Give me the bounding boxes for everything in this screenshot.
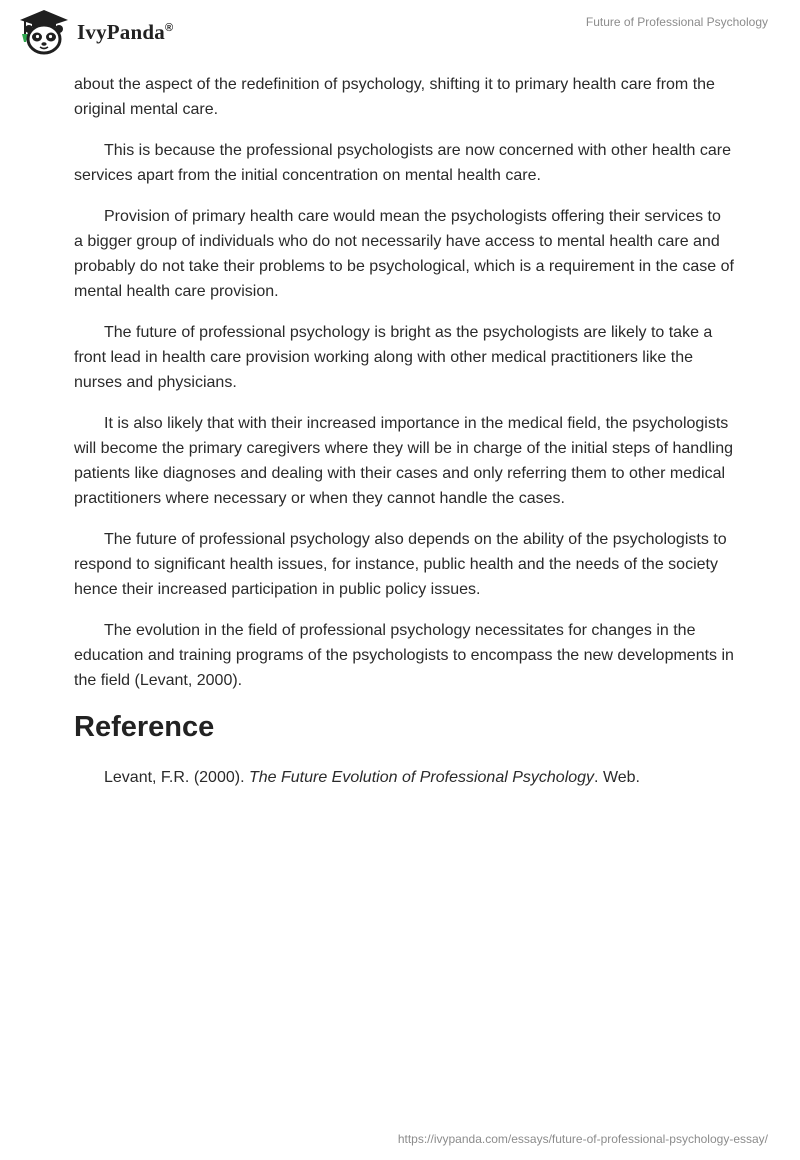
essay-body bbox=[74, 72, 734, 790]
paragraph: This is because the professional psychologists are now concerned with other health care services apart from the initial concentration on mental health care. bbox=[74, 142, 732, 184]
reference-author: Levant, F.R. (2000). bbox=[104, 769, 249, 786]
reference-entry bbox=[74, 765, 734, 790]
reference-title: The Future Evolution of Professional Psychology bbox=[248, 769, 595, 786]
paragraph: Provision of primary health care would mean the psychologists offering their services to a bigger group of individuals who do not necessarily have access to mental health care and probably do not take their problems to be psychological, which is a requirement in the case of mental health care provision. bbox=[74, 208, 734, 300]
reference-heading: Reference bbox=[74, 711, 215, 743]
page-header bbox=[0, 0, 800, 64]
document-title: Future of Professional Psychology bbox=[585, 15, 768, 29]
brand-logo[interactable] bbox=[14, 8, 173, 56]
paragraph: The evolution in the field of professional psychology necessitates for changes in the education and training programs of the psychologists to encompass the new developments in the field (Levant, 2000). bbox=[74, 622, 734, 689]
registered-mark: ® bbox=[164, 21, 174, 34]
reference-suffix: . Web. bbox=[594, 769, 640, 786]
paragraph: The future of professional psychology is bright as the psychologists are likely to take a front lead in health care provision working along with other medical practitioners like the nurses and physicians. bbox=[74, 324, 713, 391]
brand-name: IvyPanda® bbox=[77, 19, 174, 44]
source-url[interactable]: https://ivypanda.com/essays/future-of-professional-psychology-essay/ bbox=[397, 1132, 768, 1146]
paragraph: about the aspect of the redefinition of psychology, shifting it to primary health care from the original mental care. bbox=[74, 76, 715, 118]
paragraph: It is also likely that with their increased importance in the medical field, the psychologists will become the primary caregivers where they will be in charge of the initial steps of handling patients like diagnoses and dealing with their cases and only referring them to other medical practitioners where necessary or when they cannot handle the cases. bbox=[74, 415, 733, 507]
panda-graduate-icon bbox=[14, 8, 76, 56]
paragraph: The future of professional psychology also depends on the ability of the psychologists to respond to significant health issues, for instance, public health and the needs of the society hence their increased participation in public policy issues. bbox=[74, 531, 727, 598]
